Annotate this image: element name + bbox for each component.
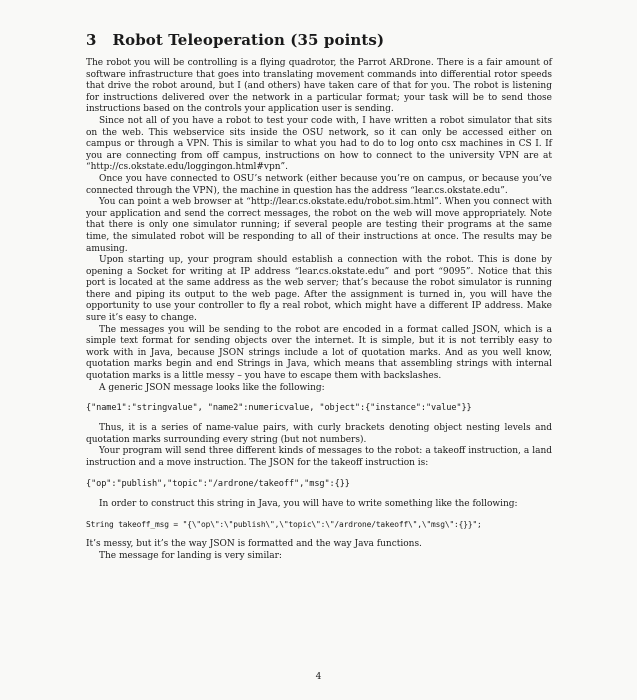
code-java-string: String takeoff_msg = "{\"op\":\"publish\",\"topic\":\"/ardrone/takeoff\",\"msg\":{}}"; [86,520,482,530]
paragraph-json: The messages you will be sending to the robot are encoded in a format called JSON, which is a simple text format for sending objects over the internet. It is simple, but it is not terribly easy to work with in Java, because JSON strings include a lot of quotation marks. And as you well know, quotation marks begin and end Strings in Java, which means that assembling strings with internal quotation marks is a little messy – you have to escape them with backslashes. [86,324,552,382]
paragraph-generic-intro: A generic JSON message looks like the following: [99,382,325,393]
paragraph-socket: Upon starting up, your program should establish a connection with the robot. This is done by opening a Socket for writing at IP address “lear.cs.okstate.edu” and port “9095”. Notice that this port is located at the same address as the web server; that’s because the robot simulator is running there and piping its output to the web page. After the assignment is turned in, you will have the opportunity to use your controller to fly a real robot, which might have a different IP address. Make sure it’s easy to change. [86,255,552,324]
section-heading [86,31,384,49]
paragraph-landing: The message for landing is very similar: [99,550,282,561]
paragraph-browser: You can point a web browser at “http://lear.cs.okstate.edu/robot.sim.html”. When you connect with your application and send the correct messages, the robot on the web will move appropriately. Note that there is only one simulator running; if several people are testing their programs at the same time, the simulated robot will be responding to all of their instructions at once. The results may be amusing. [86,197,552,254]
paragraph-intro: The robot you will be controlling is a flying quadrotor, the Parrot ARDrone. There is a fair amount of software infrastructure that goes into translating movement commands into differential rotor speeds that drive the robot around, but I (and others) have taken care of that for you. The robot is listening for instructions delivered over the network in a particular format; your task will be to send those instructions based on the controls your application user is sending. [86,58,552,115]
paragraph-message-kinds: Your program will send three different kinds of messages to the robot: a takeoff instruction, a land instruction and a move instruction. The JSON for the takeoff instruction is: [86,446,552,468]
section-number: 3 [86,31,97,49]
page-number: 4 [315,672,322,682]
code-takeoff-json: {"op":"publish","topic":"/ardrone/takeoff","msg":{}} [86,478,350,489]
section-title: Robot Teleoperation (35 points) [112,31,385,49]
paragraph-java-intro: In order to construct this string in Java, you will have to write something like the following: [99,498,518,509]
section-body [86,58,552,562]
paragraph-name-value: Thus, it is a series of name-value pairs, with curly brackets denoting object nesting levels and quotation marks surrounding every string (but not numbers). [86,423,552,445]
paragraph-messy: It’s messy, but it’s the way JSON is formatted and the way Java functions. [86,539,422,550]
paragraph-simulator: Since not all of you have a robot to test your code with, I have written a robot simulator that sits on the web. This webservice sits inside the OSU network, so it can only be accessed either on campus or through a VPN. This is similar to what you had to do to log onto csx machines in CS I. If you are connecting from off campus, instructions on how to connect to the university VPN are at “http://cs.okstate.edu/loggingon.html#vpn”. [86,115,552,173]
code-generic-json: {"name1":"stringvalue", "name2":numericvalue, "object":{"instance":"value"}} [86,403,472,414]
paragraph-address: Once you have connected to OSU’s network (either because you’re on campus, or because you’ve connected through the VPN), the machine in question has the address “lear.cs.okstate.edu”. [86,173,552,196]
